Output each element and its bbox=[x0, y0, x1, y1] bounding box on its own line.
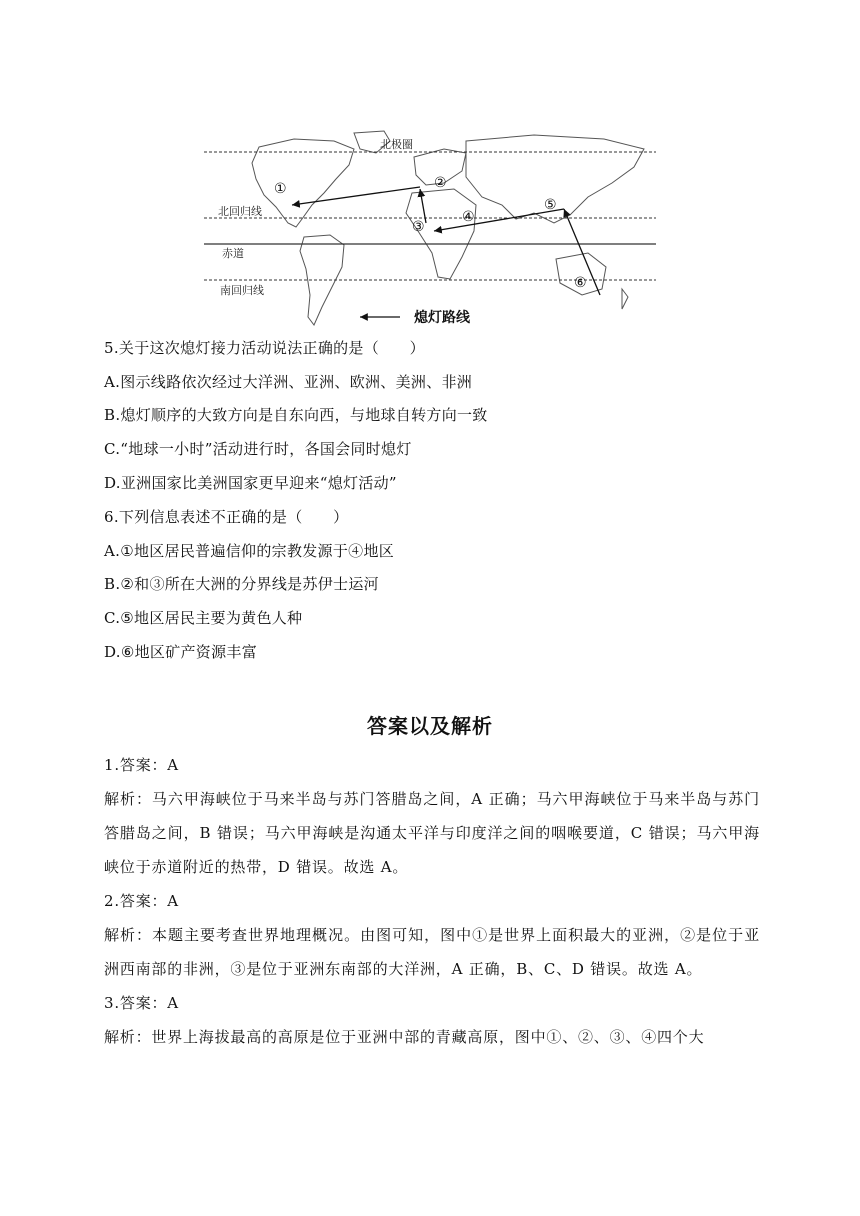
marker-1: ① bbox=[274, 181, 287, 197]
world-map-figure bbox=[204, 127, 656, 330]
answer-1-explanation: 解析：马六甲海峡位于马来半岛与苏门答腊岛之间，A 正确；马六甲海峡位于马来半岛与苏门答腊岛之间，B 错误；马六甲海峡是沟通太平洋与印度洋之间的咽喉要道，C 错误；马六甲海峡位于赤道附近的热带，D 错误。故选 A。 bbox=[104, 790, 760, 876]
answers-title: 答案以及解析 bbox=[367, 714, 493, 738]
q6-stem: 6.下列信息表述不正确的是（ ） bbox=[104, 508, 349, 526]
equator-label: 赤道 bbox=[222, 247, 244, 260]
answer-3-explanation: 解析：世界上海拔最高的高原是位于亚洲中部的青藏高原，图中①、②、③、④四个大 bbox=[104, 1028, 705, 1046]
answer-3-label: 3.答案：A bbox=[104, 994, 179, 1012]
legend-label: 熄灯路线 bbox=[414, 310, 470, 326]
q6-option-a: A.①地区居民普遍信仰的宗教发源于④地区 bbox=[104, 542, 395, 560]
q6-option-b: B.②和③所在大洲的分界线是苏伊士运河 bbox=[104, 575, 379, 593]
marker-3: ③ bbox=[412, 219, 425, 235]
marker-6: ⑥ bbox=[574, 275, 587, 291]
q6-option-d: D.⑥地区矿产资源丰富 bbox=[104, 643, 258, 661]
answer-2-explanation: 解析：本题主要考查世界地理概况。由图可知，图中①是世界上面积最大的亚洲，②是位于亚洲西南部的非洲，③是位于亚洲东南部的大洋洲，A 正确，B、C、D 错误。故选 A。 bbox=[104, 926, 760, 978]
tropic-of-capricorn-label: 南回归线 bbox=[220, 284, 264, 297]
north-america-outline bbox=[252, 139, 354, 227]
q5-option-a: A.图示线路依次经过大洋洲、亚洲、欧洲、美洲、非洲 bbox=[104, 373, 473, 391]
q5-stem: 5.关于这次熄灯接力活动说法正确的是（ ） bbox=[104, 339, 425, 357]
q5-option-d: D.亚洲国家比美洲国家更早迎来“熄灯活动” bbox=[104, 474, 397, 492]
q6-option-c: C.⑤地区居民主要为黄色人种 bbox=[104, 609, 303, 627]
answers-section bbox=[104, 748, 760, 1054]
marker-4: ④ bbox=[462, 209, 475, 225]
answer-1-label: 1.答案：A bbox=[104, 756, 179, 774]
marker-5: ⑤ bbox=[544, 197, 557, 213]
tropic-of-cancer-label: 北回归线 bbox=[218, 205, 262, 218]
q5-option-b: B.熄灯顺序的大致方向是自东向西，与地球自转方向一致 bbox=[104, 406, 488, 424]
arctic-circle-label: 北极圈 bbox=[380, 138, 413, 151]
new-zealand-outline bbox=[622, 289, 628, 309]
marker-2: ② bbox=[434, 175, 447, 191]
world-map-svg bbox=[204, 127, 656, 330]
answer-2-label: 2.答案：A bbox=[104, 892, 179, 910]
q5-option-c: C.“地球一小时”活动进行时，各国会同时熄灯 bbox=[104, 440, 412, 458]
